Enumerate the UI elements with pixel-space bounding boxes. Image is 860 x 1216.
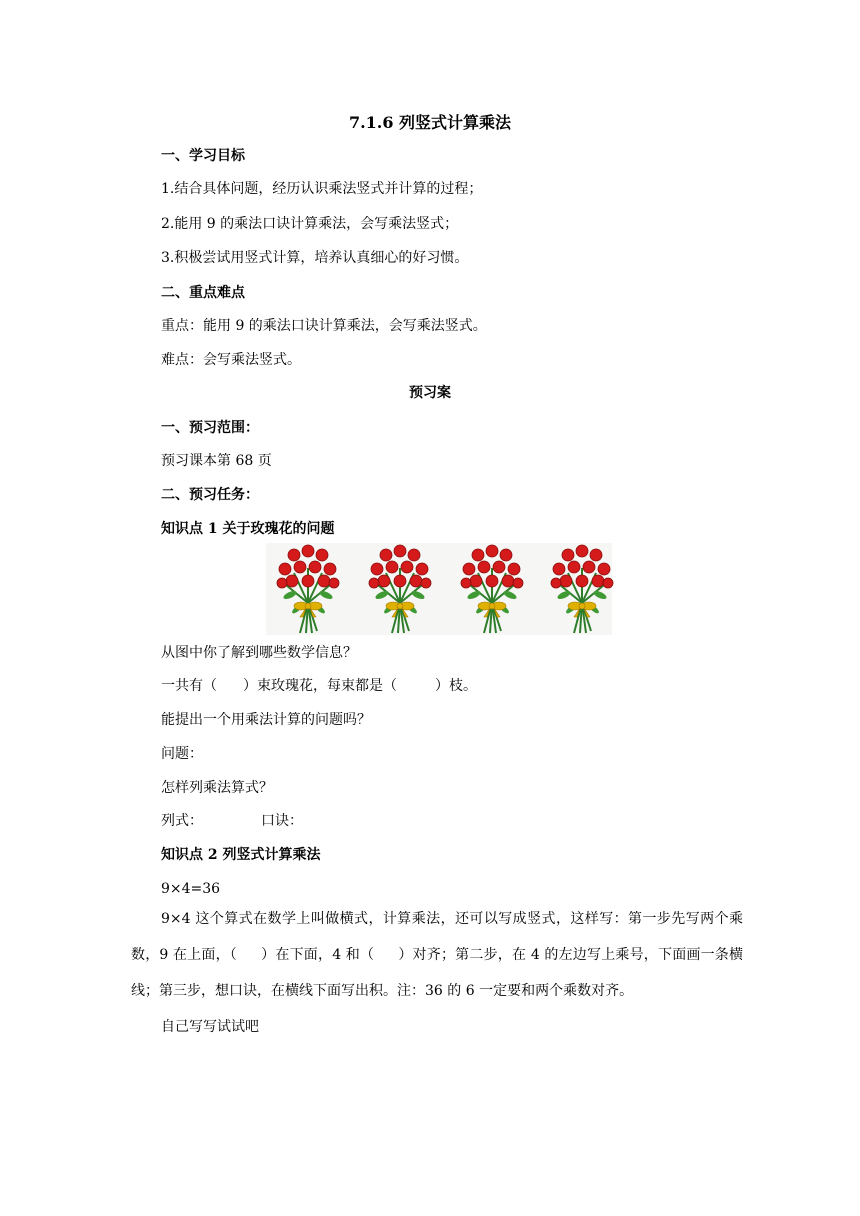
question-formula: 怎样列乘法算式？ — [161, 780, 273, 796]
preview-task-heading: 二、预习任务： — [161, 487, 259, 503]
formula-and-rhyme: 列式： 口诀： — [161, 813, 303, 829]
section-heading-key-points: 二、重点难点 — [161, 285, 245, 301]
preview-title: 预习案 — [409, 385, 451, 401]
difficulty-text: 难点：会写乘法竖式。 — [161, 352, 301, 368]
goal-item-2: 2.能用 9 的乘法口诀计算乘法，会写乘法竖式； — [161, 216, 459, 232]
question-info: 从图中你了解到哪些数学信息？ — [161, 645, 357, 661]
question-multiply: 能提出一个用乘法计算的问题吗？ — [161, 712, 371, 728]
rose-bouquet-icon — [544, 543, 620, 635]
goal-item-3: 3.积极尝试用竖式计算，培养认真细心的好习惯。 — [161, 250, 469, 266]
rose-bouquet-icon — [270, 543, 346, 635]
knowledge-point-2-heading: 知识点 2 列竖式计算乘法 — [161, 847, 321, 863]
question-label: 问题： — [161, 746, 203, 762]
rose-bouquet-icon — [454, 543, 530, 635]
knowledge-point-1-heading: 知识点 1 关于玫瑰花的问题 — [161, 521, 335, 537]
page-title: 7.1.6 列竖式计算乘法 — [348, 113, 512, 132]
key-point-text: 重点：能用 9 的乘法口诀计算乘法，会写乘法竖式。 — [161, 318, 487, 334]
rose-bouquets-image — [266, 543, 612, 635]
rose-bouquet-icon — [362, 543, 438, 635]
explanation-paragraph: 9×4 这个算式在数学上叫做横式，计算乘法，还可以写成竖式，这样写：第一步先写两个乘数，9 在上面，（ ）在下面，4 和（ ）对齐；第二步，在 4 的左边写上乘号，下面画一条横线；第三步，想口诀，在横线下面写出积。注：36 的 6 一定要和两个乘数对齐。 — [131, 911, 744, 999]
try-it-yourself: 自己写写试试吧 — [161, 1019, 259, 1035]
section-heading-goals: 一、学习目标 — [161, 148, 245, 164]
example-equation: 9×4=36 — [161, 881, 221, 897]
question-count: 一共有（ ）束玫瑰花，每束都是（ ）枝。 — [161, 678, 477, 694]
preview-range-text: 预习课本第 68 页 — [161, 453, 272, 469]
goal-item-1: 1.结合具体问题，经历认识乘法竖式并计算的过程； — [161, 181, 483, 197]
preview-range-heading: 一、预习范围： — [161, 420, 259, 436]
